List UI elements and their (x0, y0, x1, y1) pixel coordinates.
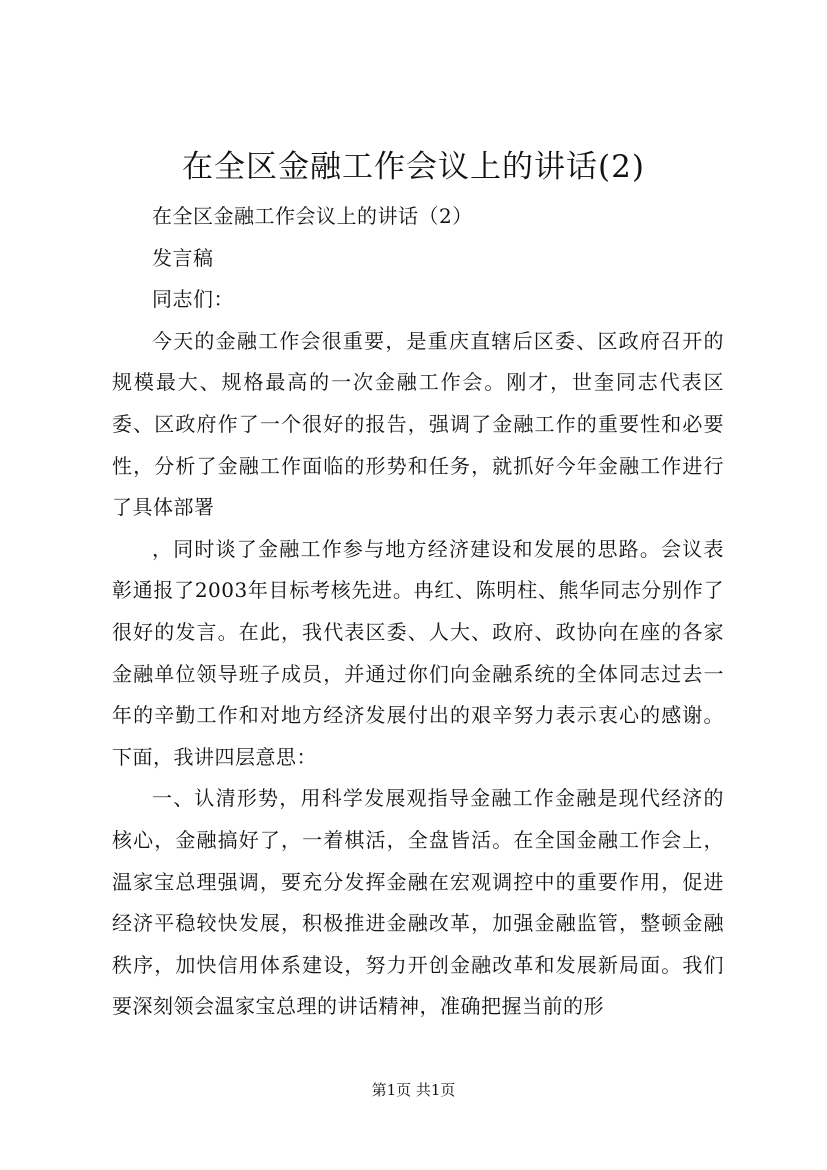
page-number-footer: 第1页 共1页 (371, 1081, 456, 1099)
salutation-paragraph: 同志们： (152, 287, 234, 312)
body-paragraph: 今天的金融工作会很重要，是重庆直辖后区委、区政府召开的规模最大、规格最高的一次金融工作会。刚才，世奎同志代表区委、区政府作了一个很好的报告，强调了金融工作的重要性和必要性，分析了金融工作面临的形势和任务，就抓好今年金融工作进行了具体部署 (112, 328, 724, 520)
document-title: 在全区金融工作会议上的讲话(2) (182, 149, 645, 185)
speech-type-paragraph: 发言稿 (152, 245, 214, 270)
document-body (112, 196, 724, 1028)
subtitle-paragraph: 在全区金融工作会议上的讲话（2） (152, 204, 473, 228)
body-paragraph: 一、认清形势，用科学发展观指导金融工作金融是现代经济的核心，金融搞好了，一着棋活，全盘皆活。在全国金融工作会上，温家宝总理强调，要充分发挥金融在宏观调控中的重要作用，促进经济平稳较快发展，积极推进金融改革，加强金融监管，整顿金融秩序，加快信用体系建设，努力开创金融改革和发展新局面。我们要深刻领会温家宝总理的讲话精神，准确把握当前的形 (112, 786, 724, 1019)
body-paragraph: ，同时谈了金融工作参与地方经济建设和发展的思路。会议表彰通报了2003年目标考核先进。冉红、陈明柱、熊华同志分别作了很好的发言。在此，我代表区委、人大、政府、政协向在座的各家金融单位领导班子成员，并通过你们向金融系统的全体同志过去一年的辛勤工作和对地方经济发展付出的艰辛努力表示衷心的感谢。下面，我讲四层意思： (112, 536, 724, 769)
